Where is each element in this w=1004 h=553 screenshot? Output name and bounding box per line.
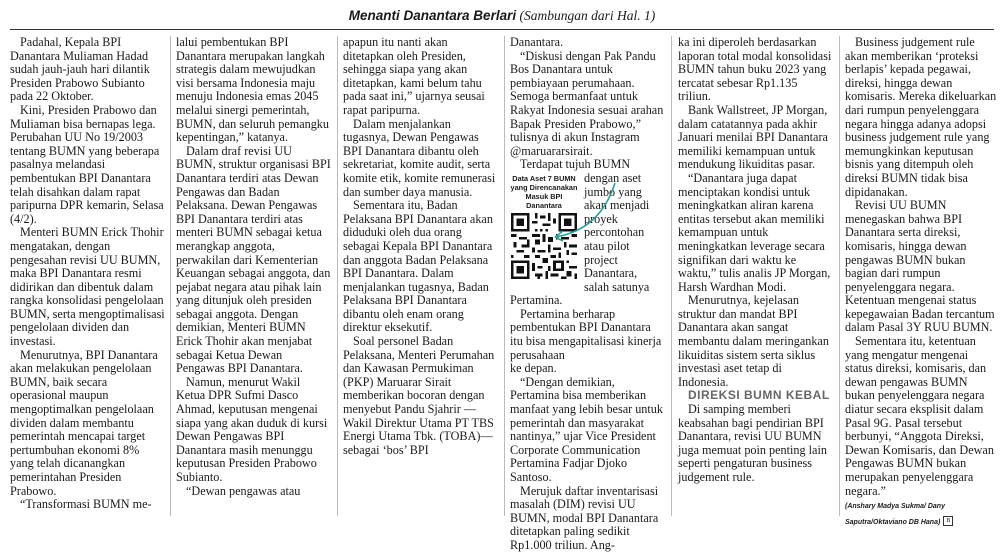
paragraph: “Dengan demikian, Pertamina bisa memberikan manfaat yang lebih besar untuk pemerintah dan masyarakat nantinya,” ujar Vice President Corporate Communication Pertamina Fadjar Djoko Santoso.: [510, 374, 663, 484]
continuation-note: (Sambungan dari Hal. 1): [519, 8, 656, 23]
page-header: [0, 8, 1004, 24]
paragraph: Dalam menjalankan tugasnya, Dewan Pengawas BPI Danantara dibantu oleh sekretariat, komite audit, serta komite etik, komite remunerasi dan sumber daya manusia.: [343, 116, 496, 199]
paragraph: Menteri BUMN Erick Thohir mengatakan, dengan pengesahan revisi UU BUMN, maka BPI Danantara resmi didirikan dan dibentuk dalam rangka konsolidasi pengelolaan BUMN, serta mengoptimalisasi pengelolaan dividen dan investasi.: [10, 225, 165, 349]
paragraph: Soal personel Badan Pelaksana, Menteri Perumahan dan Kawasan Permukiman (PKP) Maruarar Sirait memberikan bocoran dengan menyebut Pandu Sjahrir —Wakil Direktur Utama PT TBS Energi Utama Tbk. (TOBA)— sebagai ‘bos’ BPI: [343, 334, 495, 457]
paragraph: Business judgement rule akan memberikan ‘proteksi berlapis’ kepada pegawai, direksi, hingga dewan komisaris. Mereka dikeluarkan dari rumpun penyelenggara negara hingga adanya adopsi business judgement rule yang memungkinkan keputusan bisnis yang ditempuh oleh direksi BUMN tidak bisa dipidanakan.: [845, 35, 997, 199]
paragraph: Di samping memberi keabsahan bagi pendirian BPI Danantara, revisi UU BUMN juga memuat poin penting lain seperti pengaturan business judgement rule.: [678, 402, 827, 484]
column-divider: [839, 36, 840, 516]
paragraph: Kini, Presiden Prabowo dan Muliaman bisa bernapas lega. Perubahan UU No 19/2003 tentang BUMN yang beberapa pasalnya melandasi pembentukan BPI Danantara telah disahkan dalam rapat paripurna DPR kemarin, Selasa (4/2).: [10, 102, 164, 226]
paragraph: “Danantara juga dapat menciptakan kondisi untuk meningkatkan aliran karena entitas tersebut akan memiliki kemampuan untuk meningkatkan leverage secara signifikan dari waktu ke waktu,” tulis analis JP Morgan, Harsh Wardhan Modi.: [678, 170, 831, 294]
paragraph: Sementara itu, ketentuan yang mengatur mengenai status direksi, komisaris, dan dewan pengawas BUMN bukan penyelenggara negara diatur secara eksplisit dalam Pasal 9G. Pasal tersebut berbunyi, “Anggota Direksi, Dewan Komisaris, dan Dewan Pengawas BUMN bukan merupakan penyelenggara negara.”: [845, 334, 994, 498]
header-rule: [10, 29, 994, 30]
paragraph: Namun, menurut Wakil Ketua DPR Sufmi Dasco Ahmad, keputusan mengenai siapa yang akan duduk di kursi Dewan Pengawas BPI Danantara masih menunggu keputusan Presiden Prabowo Subianto.: [176, 374, 328, 484]
paragraph: Sementara itu, Badan Pelaksana BPI Danantara akan diduduki oleh dua orang sebagai Kepala BPI Danantara dan anggota Badan Pelaksana BPI Danantara. Dalam menjalankan tugasnya, Badan Pelaksana BPI Danantara dibantu oleh enam orang direktur eksekutif.: [343, 198, 493, 335]
paragraph: Bank Wallstreet, JP Morgan, dalam catatannya pada akhir Januari menilai BPI Danantara memiliki kemampuan untuk mendukung likuiditas pasar.: [678, 102, 828, 172]
paragraph: Menurutnya, kejelasan struktur dan mandat BPI Danantara akan sangat membantu dalam meringankan likuiditas sistem serta siklus investasi aset tetap di Indonesia.: [678, 293, 829, 389]
column-divider: [671, 36, 672, 516]
column-divider: [170, 36, 171, 516]
paragraph: Dalam draf revisi UU BUMN, struktur organisasi BPI Danantara terdiri atas Dewan Pengawas dan Badan Pelaksana. Dewan Pengawas BPI Danantara terdiri atas menteri BUMN sebagai ketua merangkap anggota, perwakilan dari Kementerian Keuangan sebagai anggota, dan pejabat negara atau pihak lain yang ditunjuk oleh presiden sebagai anggota. Dengan demikian, Menteri BUMN Erick Thohir akan menjabat sebagai Ketua Dewan Pengawas BPI Danantara.: [176, 143, 331, 376]
column-1: [10, 36, 165, 512]
author-credit: (Anshary Madya Sukma/ Dany Saputra/Oktaviano DB Hana): [845, 503, 945, 526]
paragraph: Danantara.: [510, 35, 564, 49]
paragraph: apapun itu nanti akan ditetapkan oleh Presiden, sehingga siapa yang akan ditetapkan, kami belum tahu pada saat ini,” ujarnya seusai rapat paripurna.: [343, 35, 485, 117]
paragraph: Pertamina berharap pembentukan BPI Danantara itu bisa mengapitalisasi kinerja perusahaan: [510, 306, 662, 362]
paragraph: dengan aset jumbo yang akan menjadi proyek percontohan atau pilot project Danantara, salah satunya Pertamina.: [510, 170, 650, 308]
paragraph: ke depan.: [510, 361, 557, 376]
column-divider: [504, 36, 505, 516]
section-subheading: DIREKSI BUMN KEBAL: [688, 388, 830, 403]
column-5: [678, 36, 833, 485]
column-4: [510, 36, 665, 553]
paragraph: “Transformasi BUMN me-: [20, 497, 152, 512]
column-3: [343, 36, 498, 457]
end-mark: B: [943, 516, 953, 526]
paragraph: “Diskusi dengan Pak Pandu Bos Danantara untuk pembiayaan perumahaan. Semoga bermanfaat untuk Rakyat Indonesia sesuai arahan Bapak Presiden Prabowo,” tulisnya di akun Instagram @maruararsirait.: [510, 48, 664, 158]
paragraph: ka ini diperoleh berdasarkan laporan total modal konsolidasi BUMN tahun buku 2023 yang tercatat sebesar Rp1.135 triliun.: [678, 35, 832, 104]
qr-caption: Data Aset 7 BUMN yang Direncanakan Masuk BPI Danantara: [510, 173, 578, 210]
paragraph: Revisi UU BUMN menegaskan bahwa BPI Danantara serta direksi, komisaris, hingga dewan pengawas BUMN bukan bagian dari rumpun penyelenggara negara. Ketentuan mengenai status kepegawaian Badan tercantum dalam Pasal 3Y RUU BUMN.: [845, 198, 995, 335]
paragraph: Terdapat tujuh BUMN: [520, 157, 631, 172]
paragraph: Padahal, Kepala BPI Danantara Muliaman Hadad sudah jauh-jauh hari dilantik Presiden Prabowo Subianto pada 22 Oktober.: [10, 35, 150, 104]
paragraph: “Dewan pengawas atau: [186, 483, 301, 498]
column-2: [176, 36, 331, 498]
column-6: [845, 36, 997, 529]
column-divider: [337, 36, 338, 516]
paragraph: lalui pembentukan BPI Danantara merupakan langkah strategis dalam mewujudkan visi bersama Indonesia maju menuju Indonesia emas 2045 melalui sinergi pemerintah, BUMN, dan seluruh pemangku kepentingan,” katanya.: [176, 35, 329, 145]
paragraph: Menurutnya, BPI Danantara akan melakukan pengelolaan BUMN, baik secara operasional maupun mengoptimalkan pengelolaan dividen dalam membantu pemerintah mencapai target pertumbuhan ekonomi 8% yang telah dicanangkan pemerintahan Presiden Prabowo.: [10, 347, 158, 498]
curved-arrow-icon: [545, 175, 625, 245]
continuation-title: Menanti Danantara Berlari: [348, 8, 517, 23]
paragraph: Merujuk daftar inventarisasi masalah (DIM) revisi UU BUMN, modal BPI Danantara ditetapkan paling sedikit Rp1.000 triliun. Ang-: [510, 483, 659, 552]
